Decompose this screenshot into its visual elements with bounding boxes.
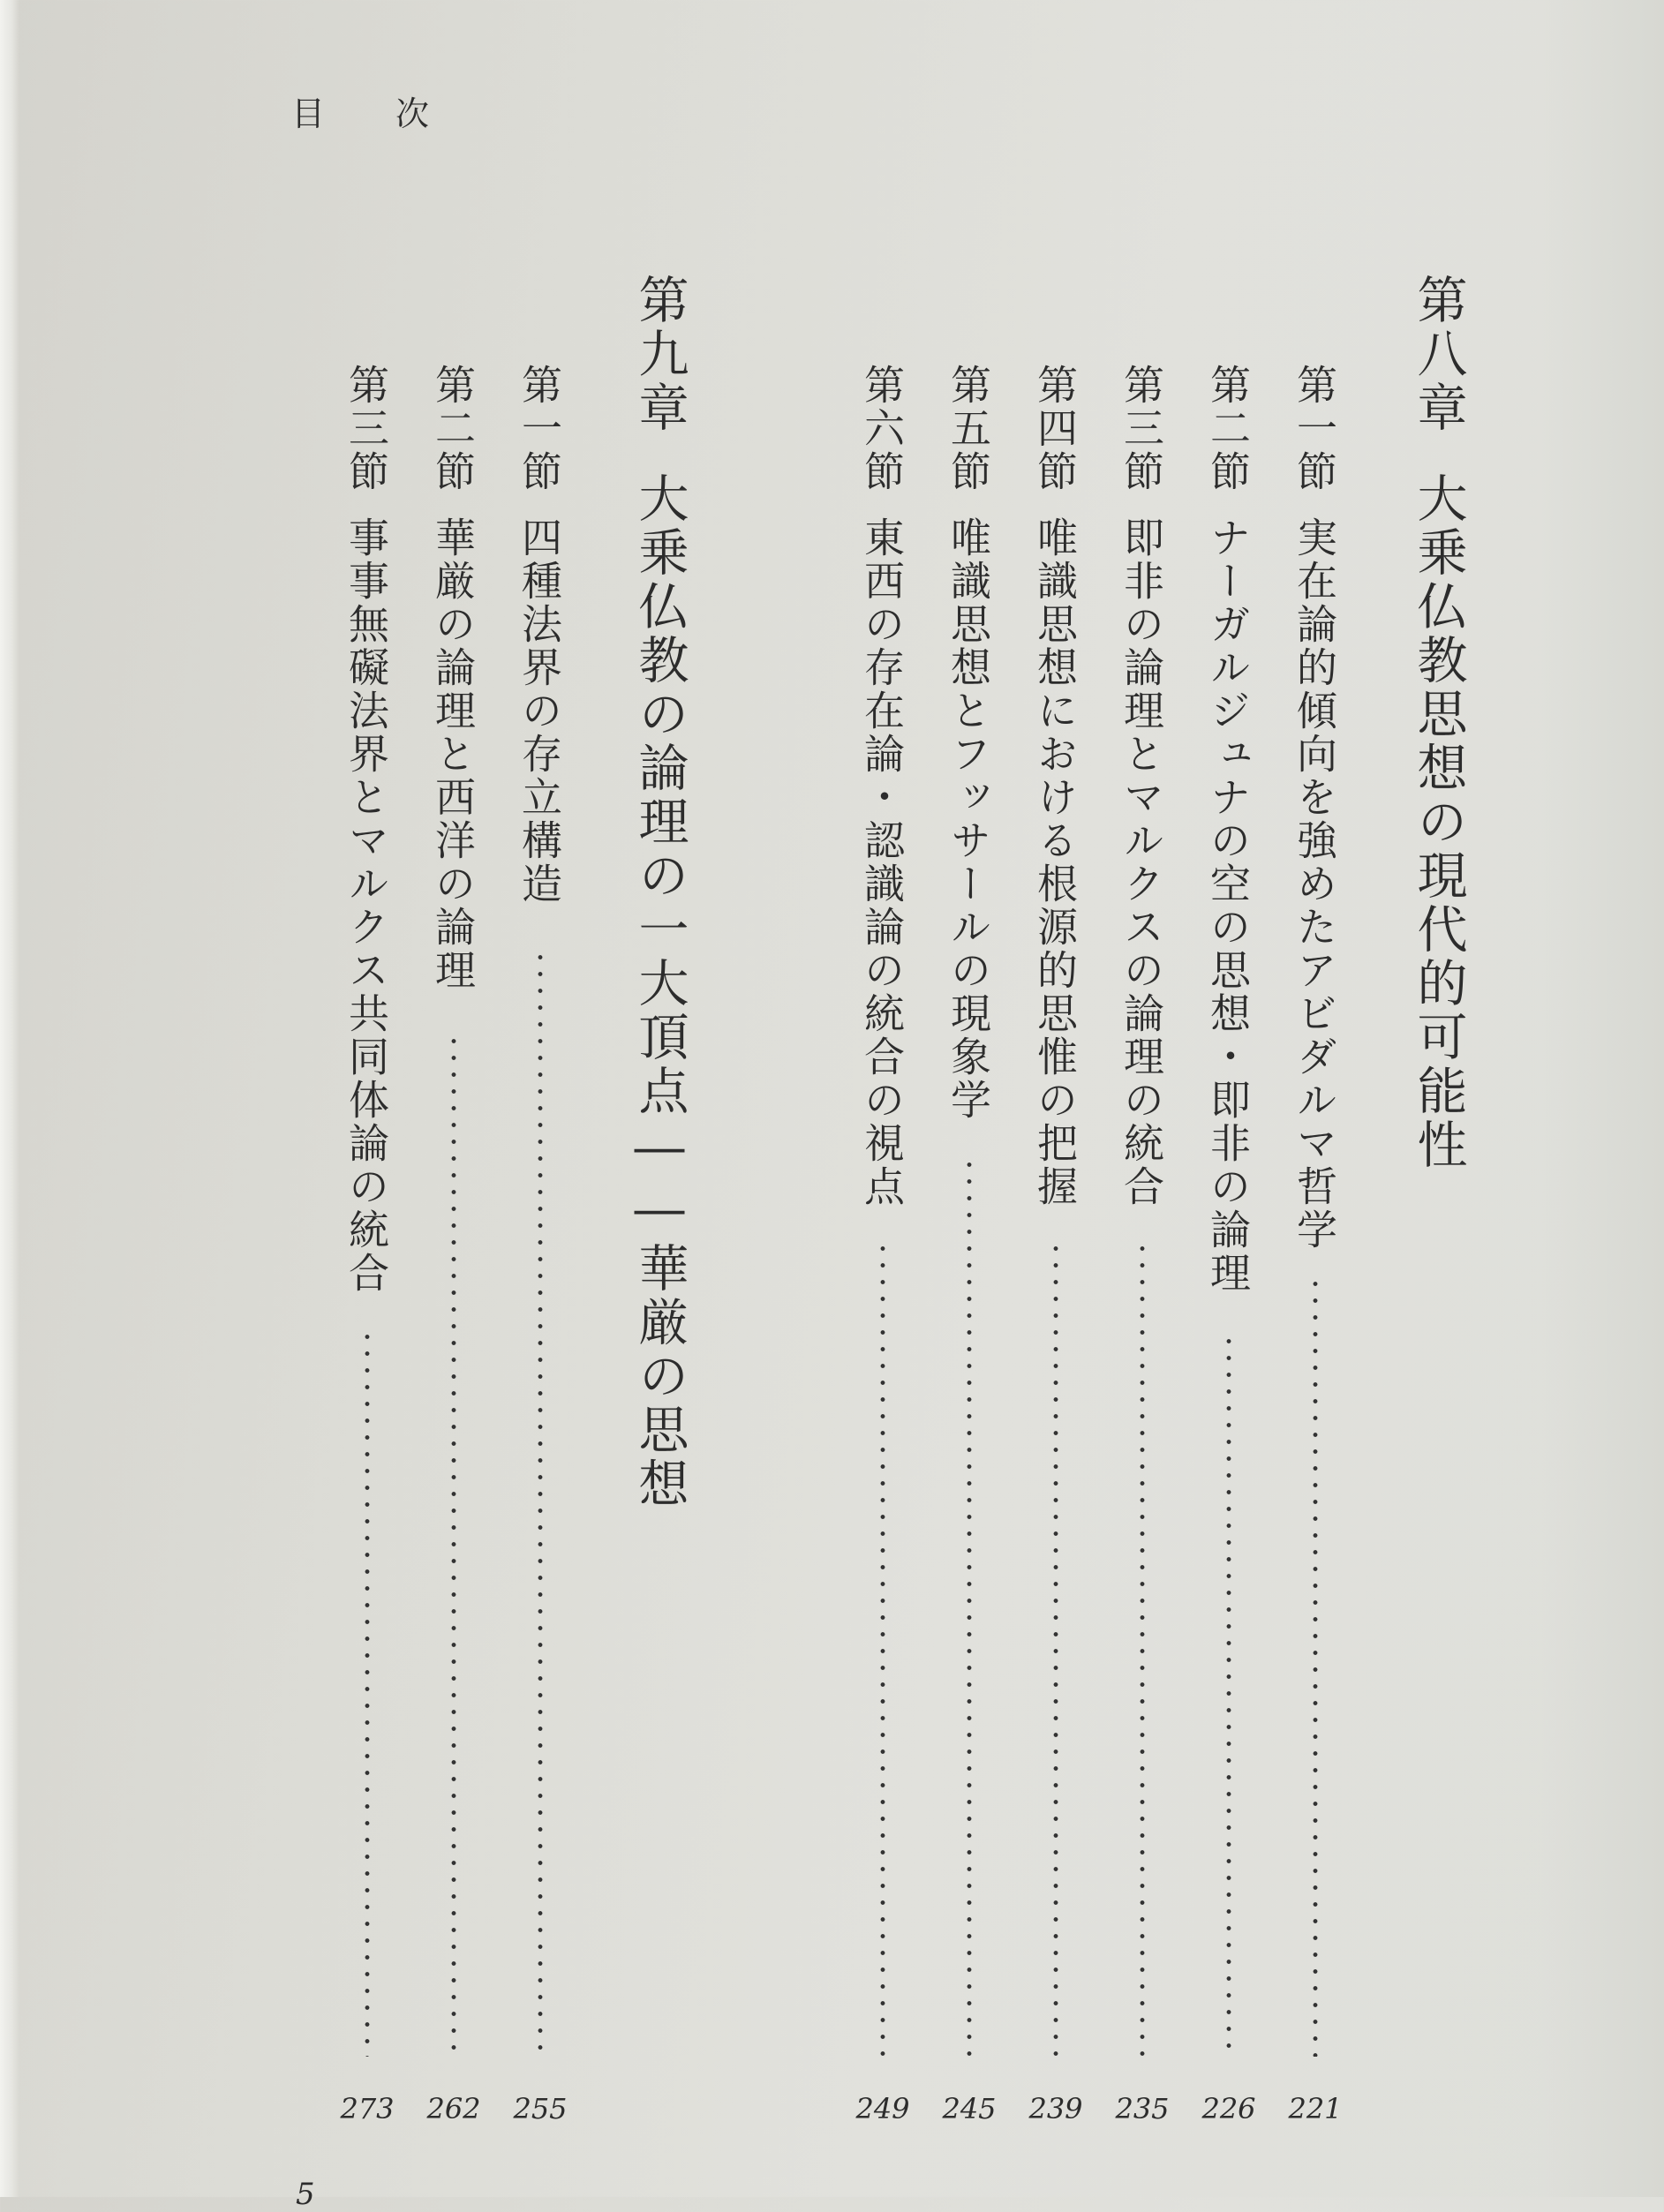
toc-entry[interactable] bbox=[343, 364, 390, 1295]
chapter-number: 第八章 bbox=[1409, 274, 1467, 435]
toc-entry[interactable] bbox=[945, 364, 992, 1122]
section-title: 即非の論理とマルクスの論理の統合 bbox=[1118, 516, 1165, 1208]
section-number: 第五節 bbox=[945, 364, 992, 493]
section-title: 四種法界の存立構造 bbox=[516, 516, 563, 906]
dot-leader bbox=[450, 1033, 457, 2057]
section-number: 第一節 bbox=[516, 364, 563, 493]
section-number: 第四節 bbox=[1031, 364, 1079, 493]
page-number: 221 bbox=[1288, 2092, 1343, 2125]
page-number: 235 bbox=[1115, 2092, 1170, 2125]
section-title: 実在論的傾向を強めたアビダルマ哲学 bbox=[1291, 516, 1338, 1252]
toc-entry[interactable] bbox=[1204, 364, 1252, 1295]
section-title: 唯識思想における根源的思惟の把握 bbox=[1031, 516, 1079, 1208]
section-title: ナーガルジュナの空の思想・即非の論理 bbox=[1204, 516, 1252, 1295]
page-shadow bbox=[1540, 0, 1664, 2197]
dot-leader bbox=[1052, 1240, 1059, 2057]
dot-leader bbox=[1312, 1275, 1319, 2057]
toc-entry[interactable] bbox=[1118, 364, 1165, 1208]
chapter-9-heading bbox=[630, 274, 689, 1511]
dot-leader bbox=[966, 1156, 973, 2057]
section-title: 東西の存在論・認識論の統合の視点 bbox=[858, 516, 906, 1208]
chapter-title: 大乗仏教思想の現代的可能性 bbox=[1409, 472, 1467, 1172]
page-number: 226 bbox=[1201, 2092, 1256, 2125]
toc-entry[interactable] bbox=[1031, 364, 1079, 1208]
chapter-title: 大乗仏教の論理の一大頂点――華厳の思想 bbox=[630, 472, 689, 1511]
section-title: 事事無礙法界とマルクス共同体論の統合 bbox=[343, 516, 390, 1295]
header-title-left: 目 bbox=[291, 94, 326, 133]
toc-entry[interactable] bbox=[858, 364, 906, 1208]
section-title: 唯識思想とフッサールの現象学 bbox=[945, 516, 992, 1122]
section-number: 第六節 bbox=[858, 364, 906, 493]
toc-entry[interactable] bbox=[1291, 364, 1338, 1252]
toc-entry[interactable] bbox=[516, 364, 563, 906]
header-title-right: 次 bbox=[395, 94, 430, 133]
dot-leader bbox=[537, 949, 544, 2057]
dot-leader bbox=[1139, 1240, 1146, 2057]
page-number: 273 bbox=[340, 2092, 395, 2125]
section-number: 第三節 bbox=[1118, 364, 1165, 493]
page-number: 249 bbox=[855, 2092, 910, 2125]
chapter-8-heading bbox=[1409, 274, 1467, 1172]
page-number: 262 bbox=[426, 2092, 481, 2125]
dot-leader bbox=[879, 1240, 886, 2057]
section-number: 第二節 bbox=[429, 364, 477, 493]
section-title: 華厳の論理と西洋の論理 bbox=[429, 516, 477, 992]
page-number: 239 bbox=[1028, 2092, 1083, 2125]
section-number: 第二節 bbox=[1204, 364, 1252, 493]
dot-leader bbox=[364, 1328, 371, 2057]
section-number: 第一節 bbox=[1291, 364, 1338, 493]
folio-page-number: 5 bbox=[296, 2177, 315, 2212]
toc-entry[interactable] bbox=[429, 364, 477, 992]
page-number: 255 bbox=[513, 2092, 568, 2125]
chapter-number: 第九章 bbox=[630, 274, 689, 435]
section-number: 第三節 bbox=[343, 364, 390, 493]
page-number: 245 bbox=[942, 2092, 997, 2125]
page-edge bbox=[0, 0, 19, 2197]
dot-leader bbox=[1225, 1333, 1232, 2057]
